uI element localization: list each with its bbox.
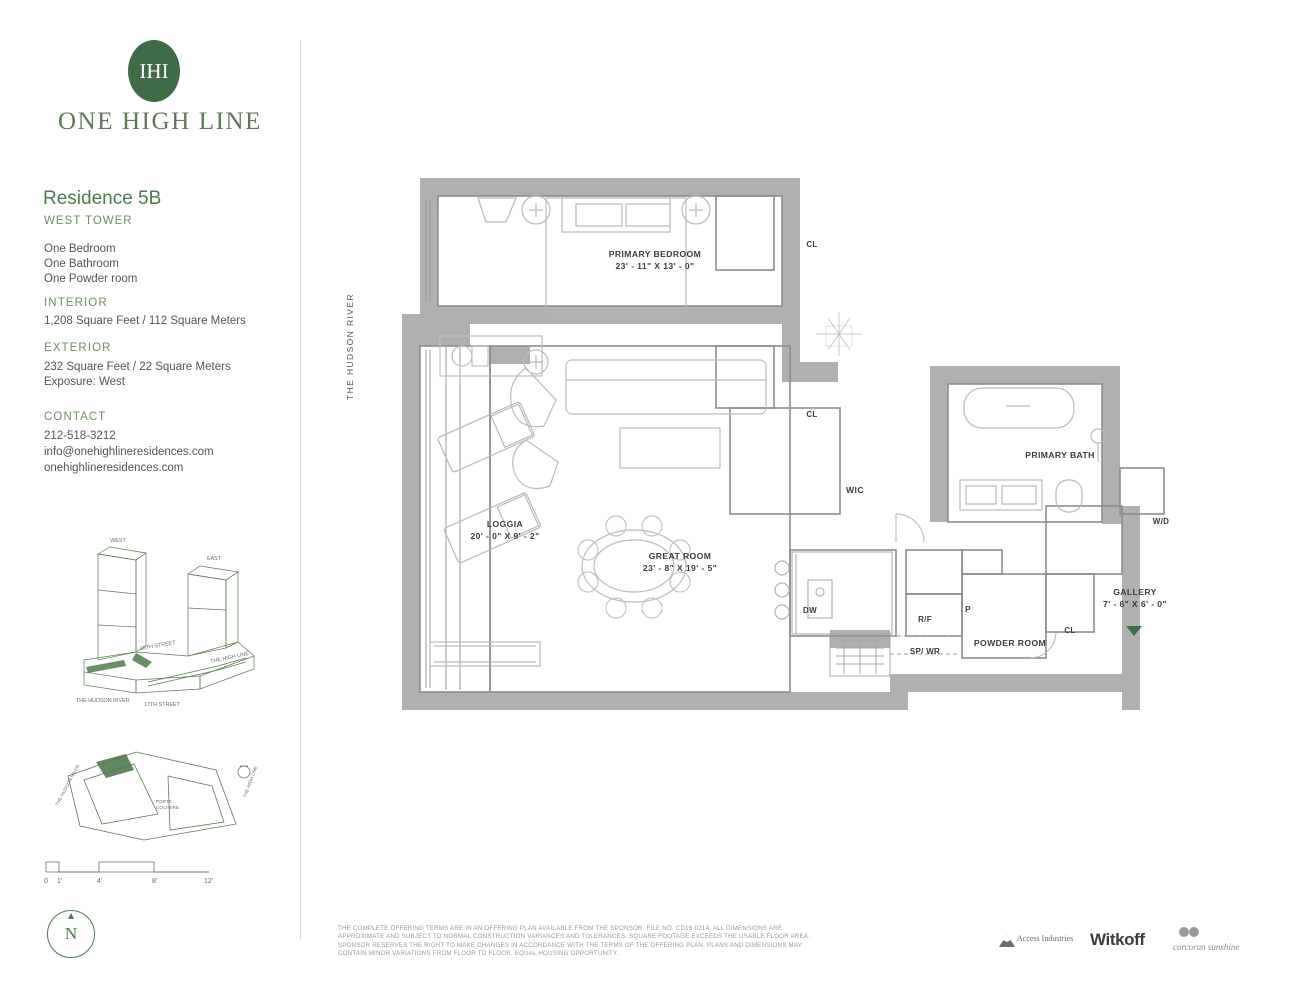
tag-sprinkler-water-riser: SP/ WR [909, 647, 941, 656]
svg-text:EAST: EAST [206, 556, 222, 562]
room-label-wic [810, 484, 900, 496]
exterior-square-footage: 232 Square Feet / 22 Square Meters [44, 361, 231, 373]
scale-tick: 0 [44, 878, 48, 885]
room-name: PRIMARY BEDROOM [608, 249, 702, 259]
svg-text:17TH STREET: 17TH STREET [144, 702, 180, 708]
svg-text:WEST: WEST [110, 538, 126, 544]
exposure-value: Exposure: West [44, 376, 125, 388]
one-high-line-logo [128, 40, 180, 102]
logo-access-industries: Access Industries [1017, 934, 1074, 943]
room-name: GREAT ROOM [648, 551, 712, 561]
room-dimensions: 23' - 11" X 13' - 0" [615, 261, 695, 271]
residence-tower: WEST TOWER [44, 215, 133, 227]
partner-logos [995, 930, 1255, 962]
tag-washer-dryer: W/D [1152, 517, 1170, 526]
svg-text:THE HIGH LINE: THE HIGH LINE [209, 651, 250, 666]
room-name: WIC [846, 485, 864, 495]
contact-label: CONTACT [44, 411, 107, 423]
sidebar [0, 0, 300, 1000]
tag-dishwasher: DW [803, 606, 817, 615]
room-dimensions: 20' - 0" X 9' - 2" [470, 531, 540, 541]
room-label-primary-bath [1000, 449, 1120, 461]
site-plan-diagram [40, 740, 270, 850]
tag-refrigerator-freezer: R/F [918, 615, 932, 624]
room-label-primary-bedroom [565, 248, 745, 272]
room-label-loggia [430, 518, 580, 542]
scale-tick: 1' [57, 878, 63, 885]
svg-text:COCHERE: COCHERE [156, 805, 179, 810]
tag-closet-gallery: CL [1064, 626, 1076, 635]
room-summary-line: One Bedroom [44, 243, 116, 255]
brand-name: ONE HIGH LINE [57, 108, 263, 135]
logo-corcoran-sunshine: corcoran sunshine [1173, 942, 1240, 952]
room-name: GALLERY [1113, 587, 1157, 597]
svg-text:PORTE: PORTE [156, 799, 172, 804]
room-name: PRIMARY BATH [1025, 450, 1095, 460]
svg-text:THE HUDSON RIVER: THE HUDSON RIVER [76, 698, 130, 704]
exterior-label: EXTERIOR [44, 342, 112, 354]
scale-tick: 4' [97, 878, 103, 885]
residence-title: Residence 5B [43, 188, 162, 209]
room-label-gallery [1060, 586, 1210, 610]
room-label-great-room [590, 550, 770, 574]
building-massing-diagram [40, 530, 270, 710]
interior-value: 1,208 Square Feet / 112 Square Meters [44, 315, 246, 327]
exterior-value [44, 360, 231, 390]
svg-text:THE HIGH LINE: THE HIGH LINE [242, 765, 259, 799]
scale-bar [44, 858, 219, 890]
logo-monogram: IHI [139, 58, 169, 83]
room-name: POWDER ROOM [973, 638, 1047, 648]
room-name: LOGGIA [486, 519, 524, 529]
room-label-powder-room [955, 637, 1065, 649]
interior-label: INTERIOR [44, 297, 108, 309]
hudson-river-label: THE HUDSON RIVER [345, 293, 355, 400]
svg-text:18TH STREET: 18TH STREET [139, 639, 177, 653]
north-arrow-icon [47, 910, 95, 958]
tag-pantry: P [965, 605, 971, 614]
room-summary [44, 242, 137, 287]
tag-closet-hall: CL [806, 410, 818, 419]
contact-phone[interactable]: 212-518-3212 [44, 430, 116, 442]
svg-text:THE HUDSON RIVER: THE HUDSON RIVER [54, 763, 81, 807]
room-dimensions: 7' - 6" X 6' - 0" [1103, 599, 1167, 609]
scale-tick: 8' [152, 878, 158, 885]
legal-disclaimer: THE COMPLETE OFFERING TERMS ARE IN AN OFFERING PLAN AVAILABLE FROM THE SPONSOR. FILE NO. CD16-0214. ALL DIMENSIONS ARE APPROXIMATE AND SUBJECT TO NORMAL CONSTRUCTION VARIANCES AND TOLERANCES. SQUARE FOOTAGE EXCEEDS THE USABLE FLOOR AREA. SPONSOR RESERVES THE RIGHT TO MAKE CHANGES IN ACCORDANCE WITH THE TERMS OF THE OFFERING PLAN. PLANS AND DIMENSIONS MAY CONTAIN MINOR VARIATIONS FROM FLOOR TO FLOOR. EQUAL HOUSING OPPORTUNITY. [338, 925, 811, 958]
logo-witkoff: Witkoff [1090, 930, 1145, 949]
room-dimensions: 23' - 8" X 19' - 5" [642, 563, 718, 573]
contact-email[interactable]: info@onehighlineresidences.com [44, 446, 214, 458]
room-summary-line: One Bathroom [44, 258, 119, 270]
contact-block [44, 428, 214, 476]
contact-website[interactable]: onehighlineresidences.com [44, 462, 184, 474]
tag-closet-bedroom: CL [806, 240, 818, 249]
room-summary-line: One Powder room [44, 273, 138, 285]
north-arrow-label: N [64, 924, 78, 943]
scale-tick: 12' [204, 878, 214, 885]
vertical-divider [300, 40, 301, 940]
